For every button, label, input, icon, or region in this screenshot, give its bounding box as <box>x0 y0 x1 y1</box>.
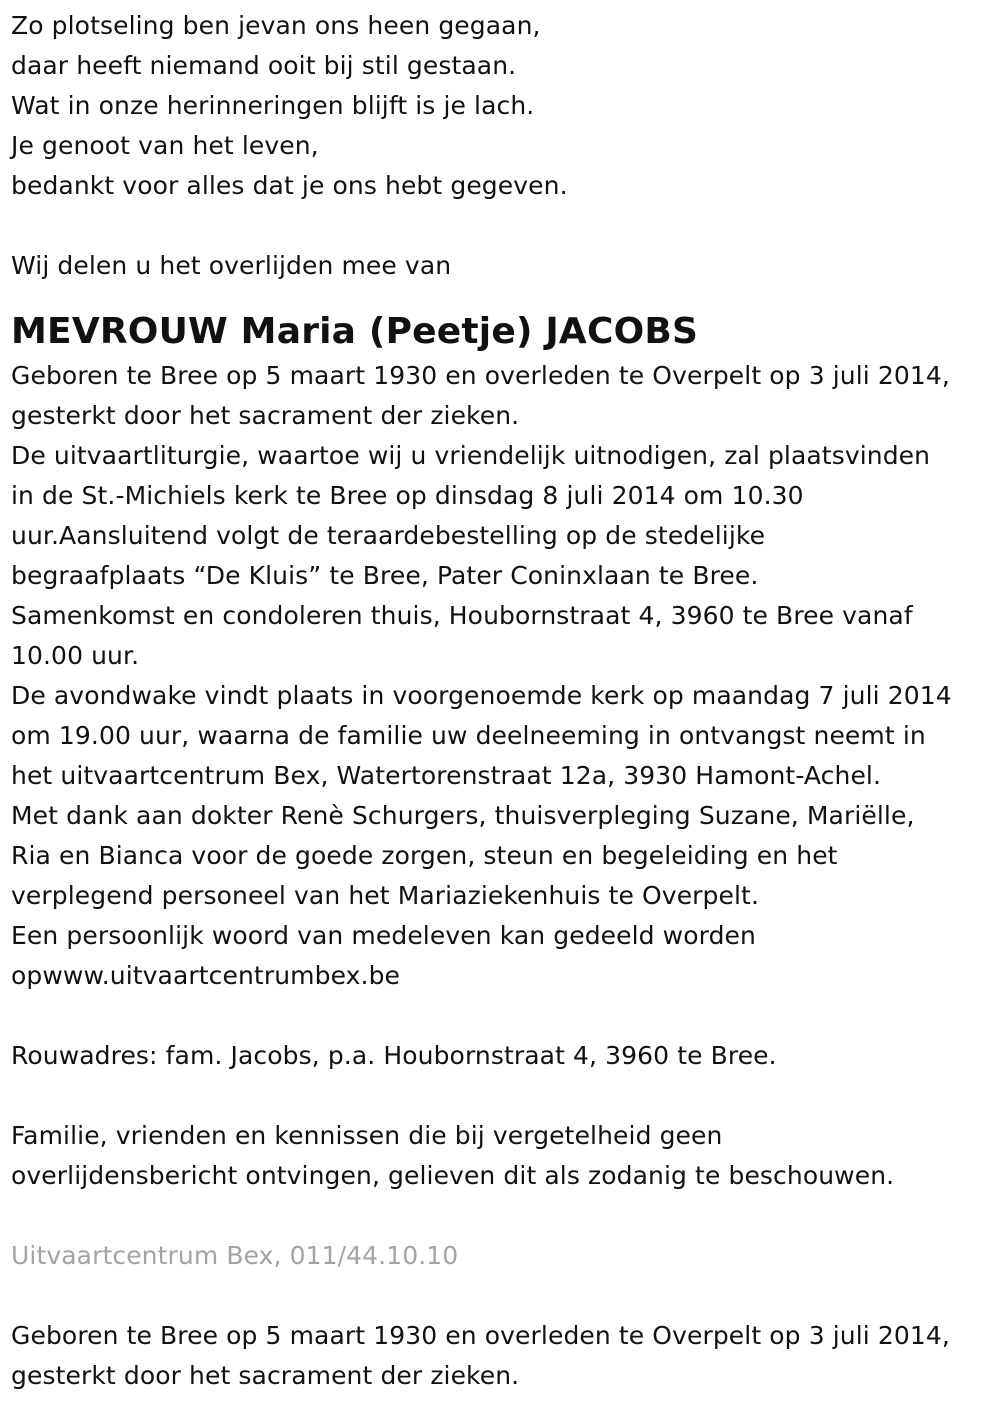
repeat-summary <box>11 1316 1000 1396</box>
deceased-name: MEVROUW Maria (Peetje) JACOBS <box>11 311 699 352</box>
spacer <box>11 1196 1000 1236</box>
spacer <box>11 1076 1000 1116</box>
body-line: begraafplaats “De Kluis” te Bree, Pater Coninxlaan te Bree. <box>11 561 759 590</box>
poem-line: bedankt voor alles dat je ons hebt gegeven. <box>11 171 568 200</box>
body-line: De avondwake vindt plaats in voorgenoemde kerk op maandag 7 juli 2014 <box>11 681 952 710</box>
obituary-body <box>11 356 1000 996</box>
body-line: Een persoonlijk woord van medeleven kan gedeeld worden <box>11 921 756 950</box>
body-line: opwww.uitvaartcentrumbex.be <box>11 961 401 990</box>
body-line: Ria en Bianca voor de goede zorgen, steun en begeleiding en het <box>11 841 838 870</box>
body-line: Met dank aan dokter Renè Schurgers, thuisverpleging Suzane, Mariëlle, <box>11 801 915 830</box>
funeral-home: Uitvaartcentrum Bex, 011/44.10.10 <box>11 1241 459 1270</box>
poem-line: Wat in onze herinneringen blijft is je lach. <box>11 91 535 120</box>
body-line: in de St.-Michiels kerk te Bree op dinsdag 8 juli 2014 om 10.30 <box>11 481 804 510</box>
body-line: Geboren te Bree op 5 maart 1930 en overleden te Overpelt op 3 juli 2014, <box>11 361 950 390</box>
poem-line: Zo plotseling ben jevan ons heen gegaan, <box>11 11 541 40</box>
spacer <box>11 996 1000 1036</box>
repeat-line: gesterkt door het sacrament der zieken. <box>11 1361 520 1390</box>
spacer <box>11 206 1000 246</box>
body-line: verplegend personeel van het Mariaziekenhuis te Overpelt. <box>11 881 759 910</box>
body-line: gesterkt door het sacrament der zieken. <box>11 401 520 430</box>
body-line: het uitvaartcentrum Bex, Watertorenstraat 12a, 3930 Hamont-Achel. <box>11 761 882 790</box>
repeat-line: Geboren te Bree op 5 maart 1930 en overleden te Overpelt op 3 juli 2014, <box>11 1321 950 1350</box>
announcement-intro: Wij delen u het overlijden mee van <box>11 251 452 280</box>
body-line: Samenkomst en condoleren thuis, Houbornstraat 4, 3960 te Bree vanaf <box>11 601 913 630</box>
body-line: om 19.00 uur, waarna de familie uw deelneeming in ontvangst neemt in <box>11 721 926 750</box>
family-note-line: overlijdensbericht ontvingen, gelieven dit als zodanig te beschouwen. <box>11 1161 895 1190</box>
body-line: 10.00 uur. <box>11 641 140 670</box>
body-line: uur.Aansluitend volgt de teraardebestelling op de stedelijke <box>11 521 766 550</box>
family-note-line: Familie, vrienden en kennissen die bij vergetelheid geen <box>11 1121 723 1150</box>
poem <box>11 6 1000 206</box>
spacer <box>11 1276 1000 1316</box>
mourning-address: Rouwadres: fam. Jacobs, p.a. Houbornstraat 4, 3960 te Bree. <box>11 1041 777 1070</box>
family-note <box>11 1116 1000 1196</box>
poem-line: Je genoot van het leven, <box>11 131 319 160</box>
poem-line: daar heeft niemand ooit bij stil gestaan. <box>11 51 517 80</box>
body-line: De uitvaartliturgie, waartoe wij u vriendelijk uitnodigen, zal plaatsvinden <box>11 441 931 470</box>
